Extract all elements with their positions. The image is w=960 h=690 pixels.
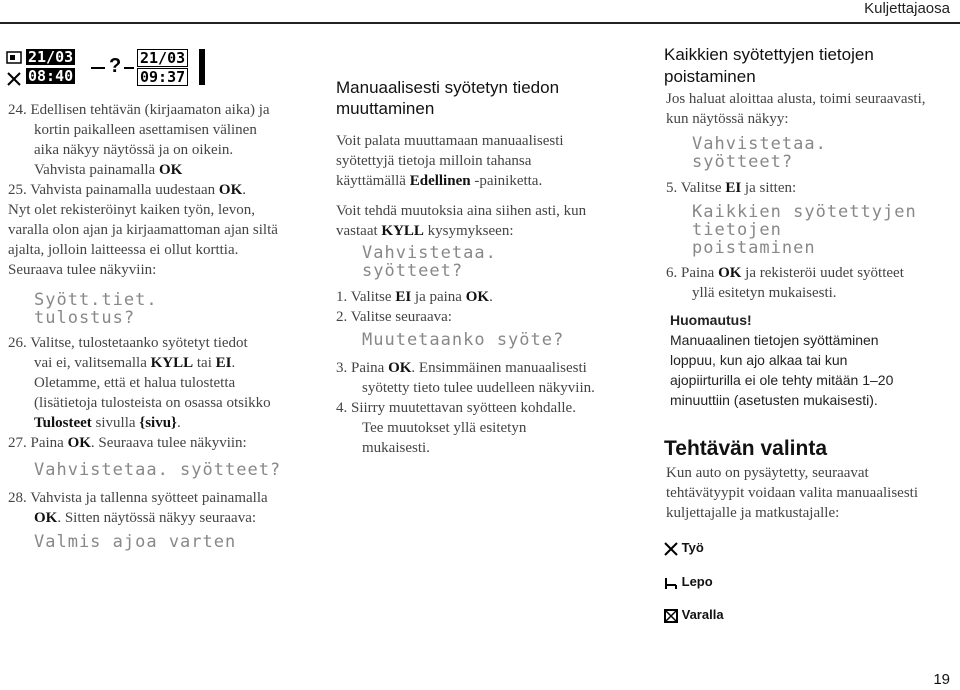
modify-text-5: vastaat KYLL kysymykseen: — [336, 223, 514, 239]
modify-text-3: käyttämällä Edellinen -painiketta. — [336, 173, 543, 189]
display-dash — [91, 67, 105, 69]
task-intro: Kun auto on pysäytetty, seuraavat tehtävätyypit voidaan valita manuaalisesti kuljettajalle ja matkustajalle: — [666, 465, 919, 521]
heading-modify-manual: Manuaalisesti syötetyn tiedon muuttaminen — [336, 78, 560, 118]
display-question: ? — [109, 55, 122, 77]
lcd-delete-all: Kaikkien syötettyjen tietojen poistaminen — [692, 202, 917, 258]
modify-step-3: 3. Paina OK. Ensimmäinen manuaalisesti — [336, 360, 587, 376]
lcd-confirm-2: Vahvistetaa. syötteet? — [362, 243, 497, 281]
lcd-ready: Valmis ajoa varten — [34, 532, 237, 552]
step-26-line-1: 26. Valitse, tulostetaanko syötetyt tiedot — [8, 335, 248, 351]
task-item-standby: Varalla — [664, 607, 724, 623]
page-number: 19 — [933, 671, 950, 688]
step-24-line-2: kortin paikalleen asettamisen välinen — [34, 122, 257, 138]
step-25-text-3: ajalta, jolloin laitteessa ei ollut korttia. — [8, 242, 239, 258]
tachograph-display — [6, 45, 206, 85]
modify-text-4: Voit tehdä muutoksia aina siihen asti, kun — [336, 203, 587, 219]
note-title: Huomautus! — [670, 312, 752, 328]
heading-task-selection: Tehtävän valinta — [664, 437, 827, 460]
note-box: Huomautus! Manuaalinen tietojen syöttäminen loppuu, kun ajo alkaa tai kun ajopiirturilla ei ole tehty mitään 1–20 minuuttiin (asetusten mukaisesti). — [670, 310, 960, 410]
modify-step-4c: mukaisesti. — [362, 440, 430, 456]
bed-icon — [664, 576, 678, 590]
column-2-steps-b — [336, 358, 636, 458]
display-date-2: 21/03 — [137, 49, 188, 67]
lcd-confirm-3: Vahvistetaa. syötteet? — [692, 134, 827, 172]
delete-step-6: 6. Paina OK ja rekisteröi uudet syötteet yllä esitetyn mukaisesti. — [666, 265, 904, 301]
display-time-1: 08:40 — [28, 67, 74, 85]
column-1-b — [8, 333, 318, 453]
column-1-c — [8, 488, 318, 528]
modify-step-4b: Tee muutokset yllä esitetyn — [362, 420, 527, 436]
column-2-steps — [336, 287, 636, 327]
step-24-line-1: 24. Edellisen tehtävän (kirjaamaton aika) ja — [8, 102, 270, 118]
delete-text-1: Jos haluat aloittaa alusta, toimi seuraavasti, — [666, 91, 926, 107]
card-icon — [6, 50, 24, 66]
step-24-line-3: aika näkyy näytössä ja on oikein. — [34, 142, 234, 158]
step-26-line-4: (lisätietoja tulosteista on osassa otsikko — [34, 395, 271, 411]
lcd-modify-input: Muutetaanko syöte? — [362, 330, 565, 350]
modify-text-1: Voit palata muuttamaan manuaalisesti — [336, 133, 564, 149]
step-26-line-3: Oletamme, että et halua tulostetta — [34, 375, 236, 391]
modify-step-4: 4. Siirry muutettavan syötteen kohdalle. — [336, 400, 576, 416]
delete-text-2: kun näytössä näkyy: — [666, 111, 789, 127]
step-26-line-2: vai ei, valitsemalla KYLL tai EI. — [34, 355, 236, 371]
hammer-icon — [664, 542, 678, 556]
heading-delete-all: Kaikkien syötettyjen tietojen poistaminen — [664, 45, 874, 86]
step-25-text-1: Nyt olet rekisteröinyt kaiken työn, levon, — [8, 202, 256, 218]
step-27: 27. Paina OK. Seuraava tulee näkyviin: — [8, 435, 247, 451]
task-item-rest: Lepo — [664, 574, 713, 590]
task-item-work: Työ — [664, 540, 704, 556]
step-28-line-1: 28. Vahvista ja tallenna syötteet painamalla — [8, 490, 268, 506]
modify-text-2: syötettyjä tietoja milloin tahansa — [336, 153, 532, 169]
modify-step-1: 1. Valitse EI ja paina OK. — [336, 289, 493, 305]
section-title: Kuljettajaosa — [864, 0, 950, 17]
display-dash-2 — [124, 67, 134, 69]
step-25-text-4: Seuraava tulee näkyviin: — [8, 262, 157, 278]
lcd-print-question: Syött.tiet. tulostus? — [34, 290, 158, 328]
lcd-confirm-inputs: Vahvistetaa. syötteet? — [34, 460, 282, 480]
step-26-line-5: Tulosteet sivulla {sivu}. — [34, 415, 181, 431]
standby-icon — [664, 609, 678, 623]
column-2 — [336, 131, 636, 241]
step-24-line-4: Vahvista painamalla OK — [34, 162, 183, 178]
delete-step-5: 5. Valitse EI ja sitten: — [666, 180, 797, 196]
modify-step-3b: syötetty tieto tulee uudelleen näkyviin. — [362, 380, 595, 396]
display-cursor — [199, 49, 205, 85]
modify-step-2: 2. Valitse seuraava: — [336, 309, 452, 325]
display-date-1: 21/03 — [28, 48, 74, 66]
step-25: 25. Vahvista painamalla uudestaan OK. — [8, 182, 247, 198]
header-divider — [0, 22, 960, 24]
column-1 — [8, 100, 318, 280]
step-25-text-2: varalla olon ajan ja kirjaamattoman ajan siltä — [8, 222, 278, 238]
hammer-icon — [6, 71, 24, 87]
step-28-line-2: OK. Sitten näytössä näkyy seuraava: — [34, 510, 257, 526]
column-3 — [666, 89, 956, 129]
display-time-2: 09:37 — [137, 68, 188, 86]
